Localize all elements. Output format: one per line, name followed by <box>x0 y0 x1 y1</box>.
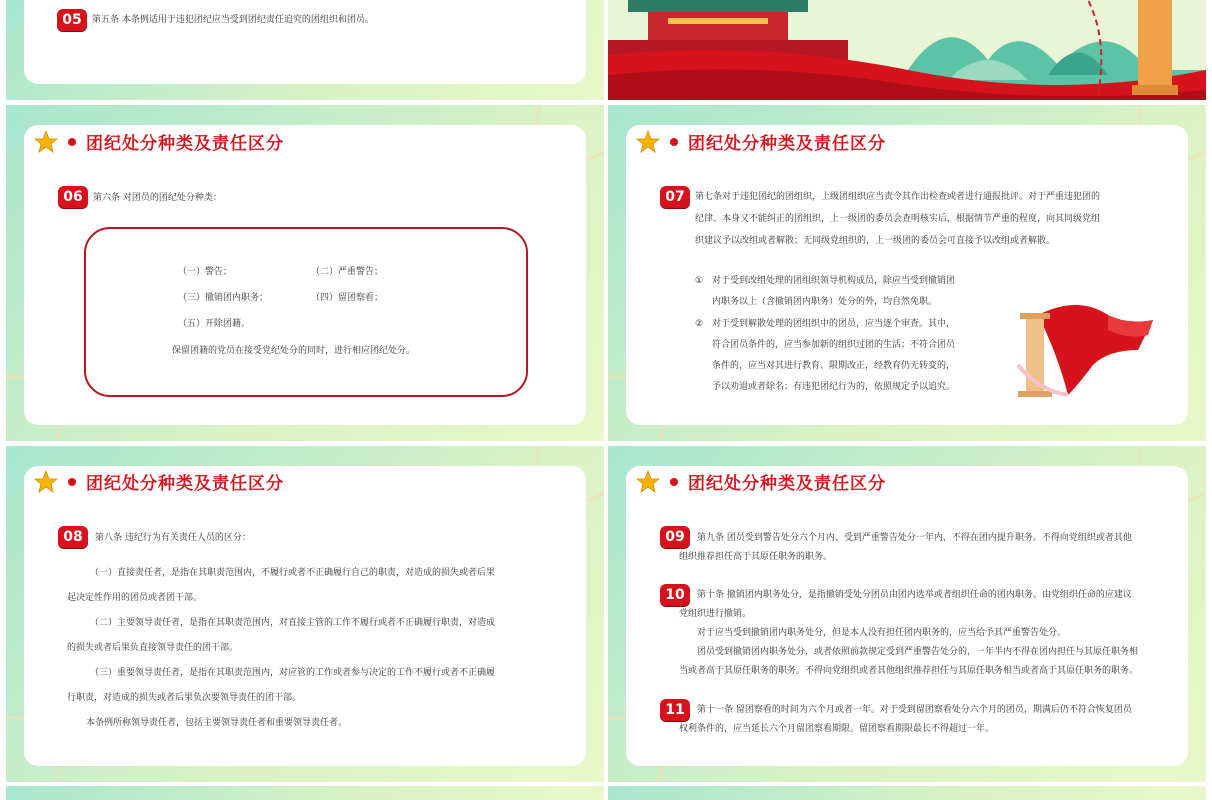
article-badge-10: 10 <box>660 584 690 606</box>
article-intro: 第六条 对团员的团纪处分种类： <box>93 193 222 203</box>
slide-illustration <box>608 0 1206 100</box>
section-title: 团纪处分种类及责任区分 <box>688 474 886 494</box>
bullet-dot <box>670 478 678 486</box>
article-text: 团员受到撤销团内职务处分，或者依照前款规定受到严重警告处分的，一年半内不得在团内担任与其原任职务相 <box>697 647 1139 657</box>
article-badge-09: 09 <box>660 526 690 548</box>
article-text: 第九条 团员受到警告处分六个月内、受到严重警告处分一年内，不得在团内提升职务。不得向党组织或者其他 <box>697 533 1132 543</box>
point-number: ② <box>695 319 704 329</box>
article-text: 对于应当受到撤销团内职务处分，但是本人没有担任团内职务的，应当给予其严重警告处分。 <box>697 628 1067 638</box>
article-text: 组织推荐担任高于其原任职务的职务。 <box>679 552 833 562</box>
slide-08 <box>6 446 604 782</box>
section-title: 团纪处分种类及责任区分 <box>86 134 284 154</box>
star-icon <box>34 470 58 494</box>
article-text: 当或者高于其原任职务的职务。不得向党组织或者其他组织推荐担任与其原任职务相当或者高于其原任职务的职务。 <box>679 666 1139 676</box>
bullet-dot <box>68 478 76 486</box>
article-text: （三）重要领导责任者，是指在其职责范围内，对应管的工作或者参与决定的工作不履行或者不正确履 <box>90 668 496 678</box>
penalty-item: （四）留团察看； <box>311 293 384 303</box>
section-header <box>34 469 284 494</box>
section-header <box>34 129 284 154</box>
penalty-item: （二）严重警告； <box>311 267 384 277</box>
slide-05 <box>6 0 604 100</box>
penalty-item: （三）撤销团内职务； <box>178 293 269 303</box>
penalty-types-box <box>84 227 528 397</box>
section-header <box>636 469 886 494</box>
slide-06 <box>6 105 604 441</box>
article-text: 第十条 撤销团内职务处分，是指撤销受处分团员由团内选举或者组织任命的团内职务。由党组织任命的应建议 <box>697 590 1132 600</box>
slide-07 <box>608 105 1206 441</box>
point-text: 对于受到解散处理的团组织中的团员，应当逐个审查。其中， <box>712 319 956 329</box>
slide-next-right-edge <box>608 786 1206 800</box>
article-intro: 第八条 违纪行为有关责任人员的区分： <box>95 533 251 543</box>
slide-09-11 <box>608 446 1206 782</box>
article-text: 权利条件的，应当延长六个月留团察看期限。留团察看期限最长不得超过一年。 <box>679 724 995 734</box>
penalty-item: （一）警告； <box>178 267 233 277</box>
article-text: 纪律、本身又不能纠正的团组织，上一级团的委员会查明核实后，根据情节严重的程度，向其同级党组 <box>695 214 1101 224</box>
point-text: 内职务以上（含撤销团内职务）处分的外，均自然免职。 <box>712 297 938 307</box>
article-text: 第十一条 留团察看的时间为六个月或者一年。对于受到留团察看处分六个月的团员，期满后仍不符合恢复团员 <box>697 705 1132 715</box>
column-ribbon-illustration <box>998 295 1158 405</box>
point-text: 予以劝退或者除名；有违犯团纪行为的，依照规定予以追究。 <box>712 382 956 392</box>
point-text: 符合团员条件的，应当参加新的组织过团的生活；不符合团员 <box>712 340 956 350</box>
slide-next-left-edge <box>6 786 604 800</box>
article-text: （一）直接责任者，是指在其职责范围内，不履行或者不正确履行自己的职责，对造成的损失或者后果 <box>90 568 496 578</box>
penalty-note: 保留团籍的党员在接受党纪处分的同时，进行相应团纪处分。 <box>172 346 416 356</box>
article-text: 的损失或者后果负直接领导责任的团干部。 <box>67 643 239 653</box>
point-text: 对于受到改组处理的团组织领导机构成员，除应当受到撤销团 <box>712 276 956 286</box>
star-icon <box>34 130 58 154</box>
article-text: （二）主要领导责任者，是指在其职责范围内，对直接主管的工作不履行或者不正确履行职责，对造成 <box>90 618 496 628</box>
article-badge-11: 11 <box>660 699 690 721</box>
article-badge-06: 06 <box>58 186 88 208</box>
star-icon <box>636 470 660 494</box>
bullet-dot <box>670 138 678 146</box>
article-text: 本条例所称领导责任者，包括主要领导责任者和重要领导责任者。 <box>86 718 348 728</box>
article-badge-07: 07 <box>660 186 690 208</box>
article-text: 党组织进行撤销。 <box>679 609 752 619</box>
article-text: 起决定性作用的团员或者团干部。 <box>67 593 203 603</box>
article-text: 织建议予以改组或者解散；无同级党组织的，上一级团的委员会可直接予以改组或者解散。 <box>695 236 1056 246</box>
section-header <box>636 129 886 154</box>
article-badge-05: 05 <box>57 9 87 31</box>
tiananmen-illustration <box>608 0 1206 100</box>
section-title: 团纪处分种类及责任区分 <box>86 474 284 494</box>
section-title: 团纪处分种类及责任区分 <box>688 134 886 154</box>
article-text: 第五条 本条例适用于违犯团纪应当受到团纪责任追究的团组织和团员。 <box>92 15 374 25</box>
star-icon <box>636 130 660 154</box>
penalty-item: （五）开除团籍。 <box>178 319 251 329</box>
article-text: 行职责，对造成的损失或者后果负次要领导责任的团干部。 <box>67 693 302 703</box>
bullet-dot <box>68 138 76 146</box>
article-text: 第七条对于违犯团纪的团组织，上级团组织应当责令其作出检查或者进行通报批评。对于严重违犯团的 <box>695 192 1101 202</box>
point-number: ① <box>695 276 704 286</box>
point-text: 条件的，应当对其进行教育、限期改正，经教育仍无转变的， <box>712 361 956 371</box>
article-badge-08: 08 <box>58 526 88 548</box>
